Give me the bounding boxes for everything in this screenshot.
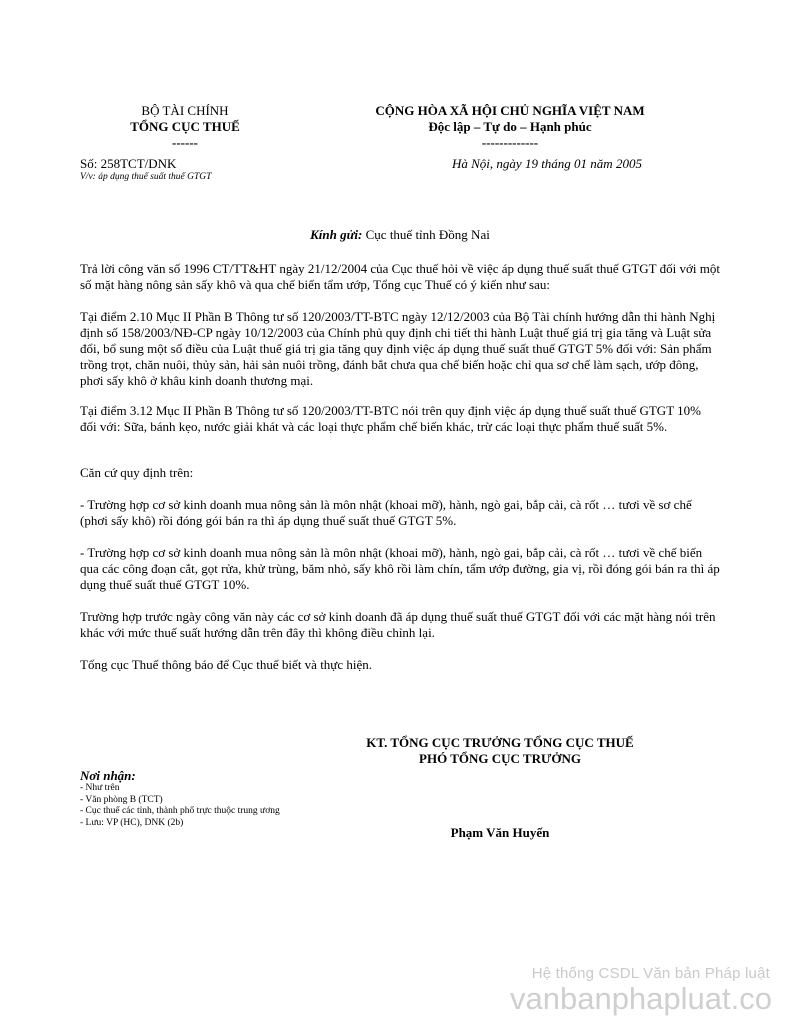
receiver-item: - Như trên bbox=[80, 783, 120, 793]
document-subject: V/v: áp dụng thuế suất thuế GTGT bbox=[80, 172, 212, 182]
body-paragraph-7: Trường hợp trước ngày công văn này các cơ sở kinh doanh đã áp dụng thuế suất thuế GTGT đối với các mặt hàng nói trên khác với mức thuế suất hướng dẫn trên đây thì không điều chỉnh lại. bbox=[80, 609, 716, 640]
issuing-agency-block bbox=[80, 103, 290, 151]
document-number: Số: 258TCT/DNK bbox=[80, 156, 177, 171]
receivers-title: Nơi nhận: bbox=[80, 768, 136, 783]
signature-title-line-2: PHÓ TỔNG CỤC TRƯỞNG bbox=[419, 751, 581, 766]
watermark-site: vanbanphapluat.co bbox=[509, 981, 772, 1016]
place-date: Hà Nội, ngày 19 tháng 01 năm 2005 bbox=[452, 156, 642, 171]
watermark-caption: Hệ thống CSDL Văn bản Pháp luật bbox=[531, 965, 770, 982]
signature-title-line-1: KT. TỔNG CỤC TRƯỞNG TỔNG CỤC THUẾ bbox=[366, 735, 634, 750]
department-name: TỔNG CỤC THUẾ bbox=[130, 119, 240, 134]
body-paragraph-3: Tại điểm 3.12 Mục II Phần B Thông tư số 120/2003/TT-BTC nói trên quy định việc áp dụng thuế suất thuế GTGT 10% đối với: Sữa, bánh kẹo, nước giải khát và các loại thực phẩm chế biến khác, trừ các loại thực phẩm thuế suất 5%. bbox=[80, 403, 701, 434]
national-motto: Độc lập – Tự do – Hạnh phúc bbox=[428, 119, 592, 134]
receiver-item: - Lưu: VP (HC), DNK (2b) bbox=[80, 817, 184, 828]
body-paragraph-2: Tại điểm 2.10 Mục II Phần B Thông tư số 120/2003/TT-BTC ngày 12/12/2003 của Bộ Tài chính hướng dẫn thi hành Nghị định số 158/2003/NĐ-CP ngày 10/12/2003 của Chính phủ quy định chi tiết thi hành Luật thuế giá trị gia tăng và Luật sửa đổi, bổ sung một số điều của Luật thuế giá trị gia tăng quy định việc áp dụng thuế suất thuế GTGT 5% đối với: Sản phẩm trồng trọt, chăn nuôi, thủy sản, hải sản nuôi trồng, đánh bắt chưa qua chế biến hoặc chỉ qua sơ chế làm sạch, ướp đông, phơi sấy khô ở khâu kinh doanh thương mại. bbox=[80, 309, 716, 388]
ministry-name: BỘ TÀI CHÍNH bbox=[141, 103, 229, 118]
body-paragraph-1: Trả lời công văn số 1996 CT/TT&HT ngày 21/12/2004 của Cục thuế hỏi về việc áp dụng thuế suất thuế GTGT đối với một số mặt hàng nông sản sấy khô và qua chế biến tẩm ướp, Tổng cục Thuế có ý kiến như sau: bbox=[80, 261, 720, 292]
signature-title bbox=[330, 735, 670, 767]
nation-name: CỘNG HÒA XÃ HỘI CHỦ NGHĨA VIỆT NAM bbox=[375, 103, 645, 118]
recipient-label: Kính gửi: bbox=[310, 227, 363, 242]
signer-name: Phạm Văn Huyến bbox=[450, 825, 550, 840]
right-divider: ------------- bbox=[481, 135, 539, 150]
receiver-item: - Văn phòng B (TCT) bbox=[80, 794, 163, 805]
body-paragraph-6: - Trường hợp cơ sở kinh doanh mua nông sản là môn nhật (khoai mỡ), hành, ngò gai, bắp cải, cà rốt … tươi về chế biến qua các công đoạn cắt, gọt rửa, khử trùng, băm nhỏ, sấy khô rồi làm chín, tẩm ướp đường, gia vị, rồi đóng gói bán ra thì áp dụng thuế suất thuế GTGT 10%. bbox=[80, 545, 720, 592]
receivers-list bbox=[80, 783, 280, 829]
recipient-name: Cục thuế tỉnh Đồng Nai bbox=[362, 227, 490, 242]
recipient-line bbox=[80, 227, 720, 243]
body-paragraph-8: Tổng cục Thuế thông báo để Cục thuế biết và thực hiện. bbox=[80, 657, 373, 672]
left-divider: ------ bbox=[172, 135, 198, 150]
body-paragraph-4: Căn cứ quy định trên: bbox=[80, 465, 194, 480]
body-paragraph-5: - Trường hợp cơ sở kinh doanh mua nông sản là môn nhật (khoai mỡ), hành, ngò gai, bắp cải, cà rốt … tươi về sơ chế (phơi sấy khô) rồi đóng gói bán ra thì áp dụng thuế suất thuế GTGT 5%. bbox=[80, 497, 692, 528]
national-heading-block bbox=[300, 103, 720, 151]
receiver-item: - Cục thuế các tỉnh, thành phố trực thuộc trung ương bbox=[80, 806, 280, 816]
